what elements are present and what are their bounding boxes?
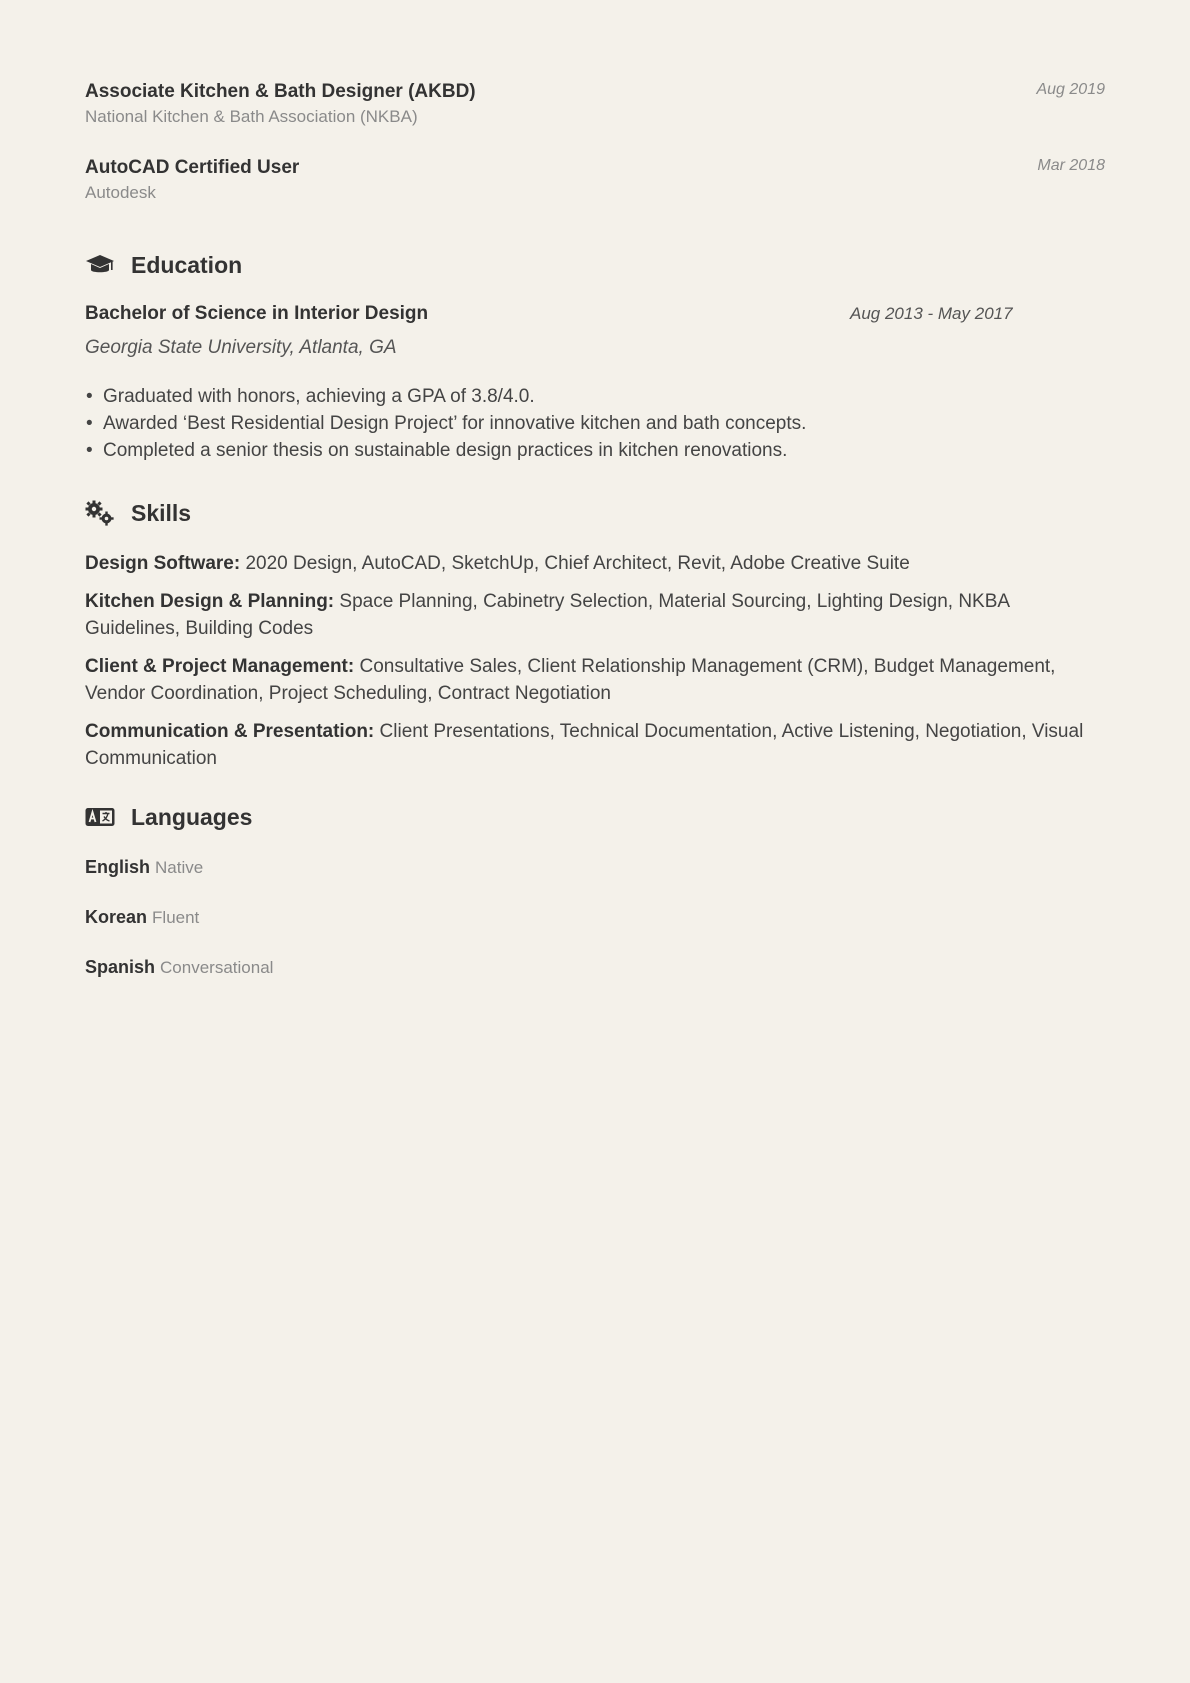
education-highlights bbox=[85, 383, 1103, 464]
skill-group-items: Consultative Sales, Client Relationship Management (CRM), Budget Management, Vendor Coordination, Project Scheduling, Contract Negotiation bbox=[85, 656, 1056, 704]
skill-group bbox=[85, 653, 1105, 707]
language-item bbox=[85, 957, 273, 978]
language-name: Spanish bbox=[85, 957, 156, 977]
language-level: Native bbox=[155, 858, 204, 877]
certification-date: Mar 2018 bbox=[1037, 157, 1105, 174]
skill-group-items: Client Presentations, Technical Documentation, Active Listening, Negotiation, Visual Communication bbox=[85, 721, 1084, 769]
certification-name: Associate Kitchen & Bath Designer (AKBD) bbox=[85, 81, 476, 102]
section-title: Languages bbox=[131, 803, 253, 830]
skill-group-items: 2020 Design, AutoCAD, SketchUp, Chief Architect, Revit, Adobe Creative Suite bbox=[245, 553, 910, 574]
language-level: Conversational bbox=[160, 958, 274, 977]
graduation-cap-icon bbox=[85, 251, 117, 279]
list-item: • Completed a senior thesis on sustainable design practices in kitchen renovations. bbox=[86, 440, 788, 461]
gears-icon bbox=[85, 499, 117, 527]
list-item: • Awarded ‘Best Residential Design Project’ for innovative kitchen and bath concepts. bbox=[86, 413, 807, 434]
degree-title: Bachelor of Science in Interior Design bbox=[85, 303, 429, 324]
language-name: Korean bbox=[85, 907, 148, 927]
language-level: Fluent bbox=[152, 908, 200, 927]
skill-group-items: Space Planning, Cabinetry Selection, Material Sourcing, Lighting Design, NKBA Guidelines, Building Codes bbox=[85, 591, 1010, 639]
certification-issuer: National Kitchen & Bath Association (NKBA) bbox=[85, 107, 418, 126]
certification-date: Aug 2019 bbox=[1036, 81, 1105, 98]
language-name: English bbox=[85, 857, 151, 877]
section-title: Education bbox=[131, 251, 243, 278]
skill-group-label: Communication & Presentation: bbox=[85, 721, 375, 742]
skill-group-label: Kitchen Design & Planning: bbox=[85, 591, 335, 612]
language-item bbox=[85, 907, 199, 928]
section-title: Skills bbox=[131, 499, 192, 526]
language-item bbox=[85, 857, 203, 878]
languages-section-heading bbox=[85, 800, 252, 834]
education-section-heading bbox=[85, 248, 242, 282]
skill-group bbox=[85, 588, 1105, 642]
language-icon bbox=[85, 803, 117, 831]
skills-section-heading bbox=[85, 496, 191, 530]
list-item: • Graduated with honors, achieving a GPA of 3.8/4.0. bbox=[86, 386, 535, 407]
skill-group-label: Design Software: bbox=[85, 553, 241, 574]
school-name: Georgia State University, Atlanta, GA bbox=[85, 337, 397, 358]
skill-group bbox=[85, 718, 1105, 772]
skill-group bbox=[85, 550, 1105, 577]
certification-name: AutoCAD Certified User bbox=[85, 157, 300, 178]
skill-group-label: Client & Project Management: bbox=[85, 656, 355, 677]
certification-issuer: Autodesk bbox=[85, 183, 156, 202]
education-dates: Aug 2013 - May 2017 bbox=[850, 304, 1013, 323]
